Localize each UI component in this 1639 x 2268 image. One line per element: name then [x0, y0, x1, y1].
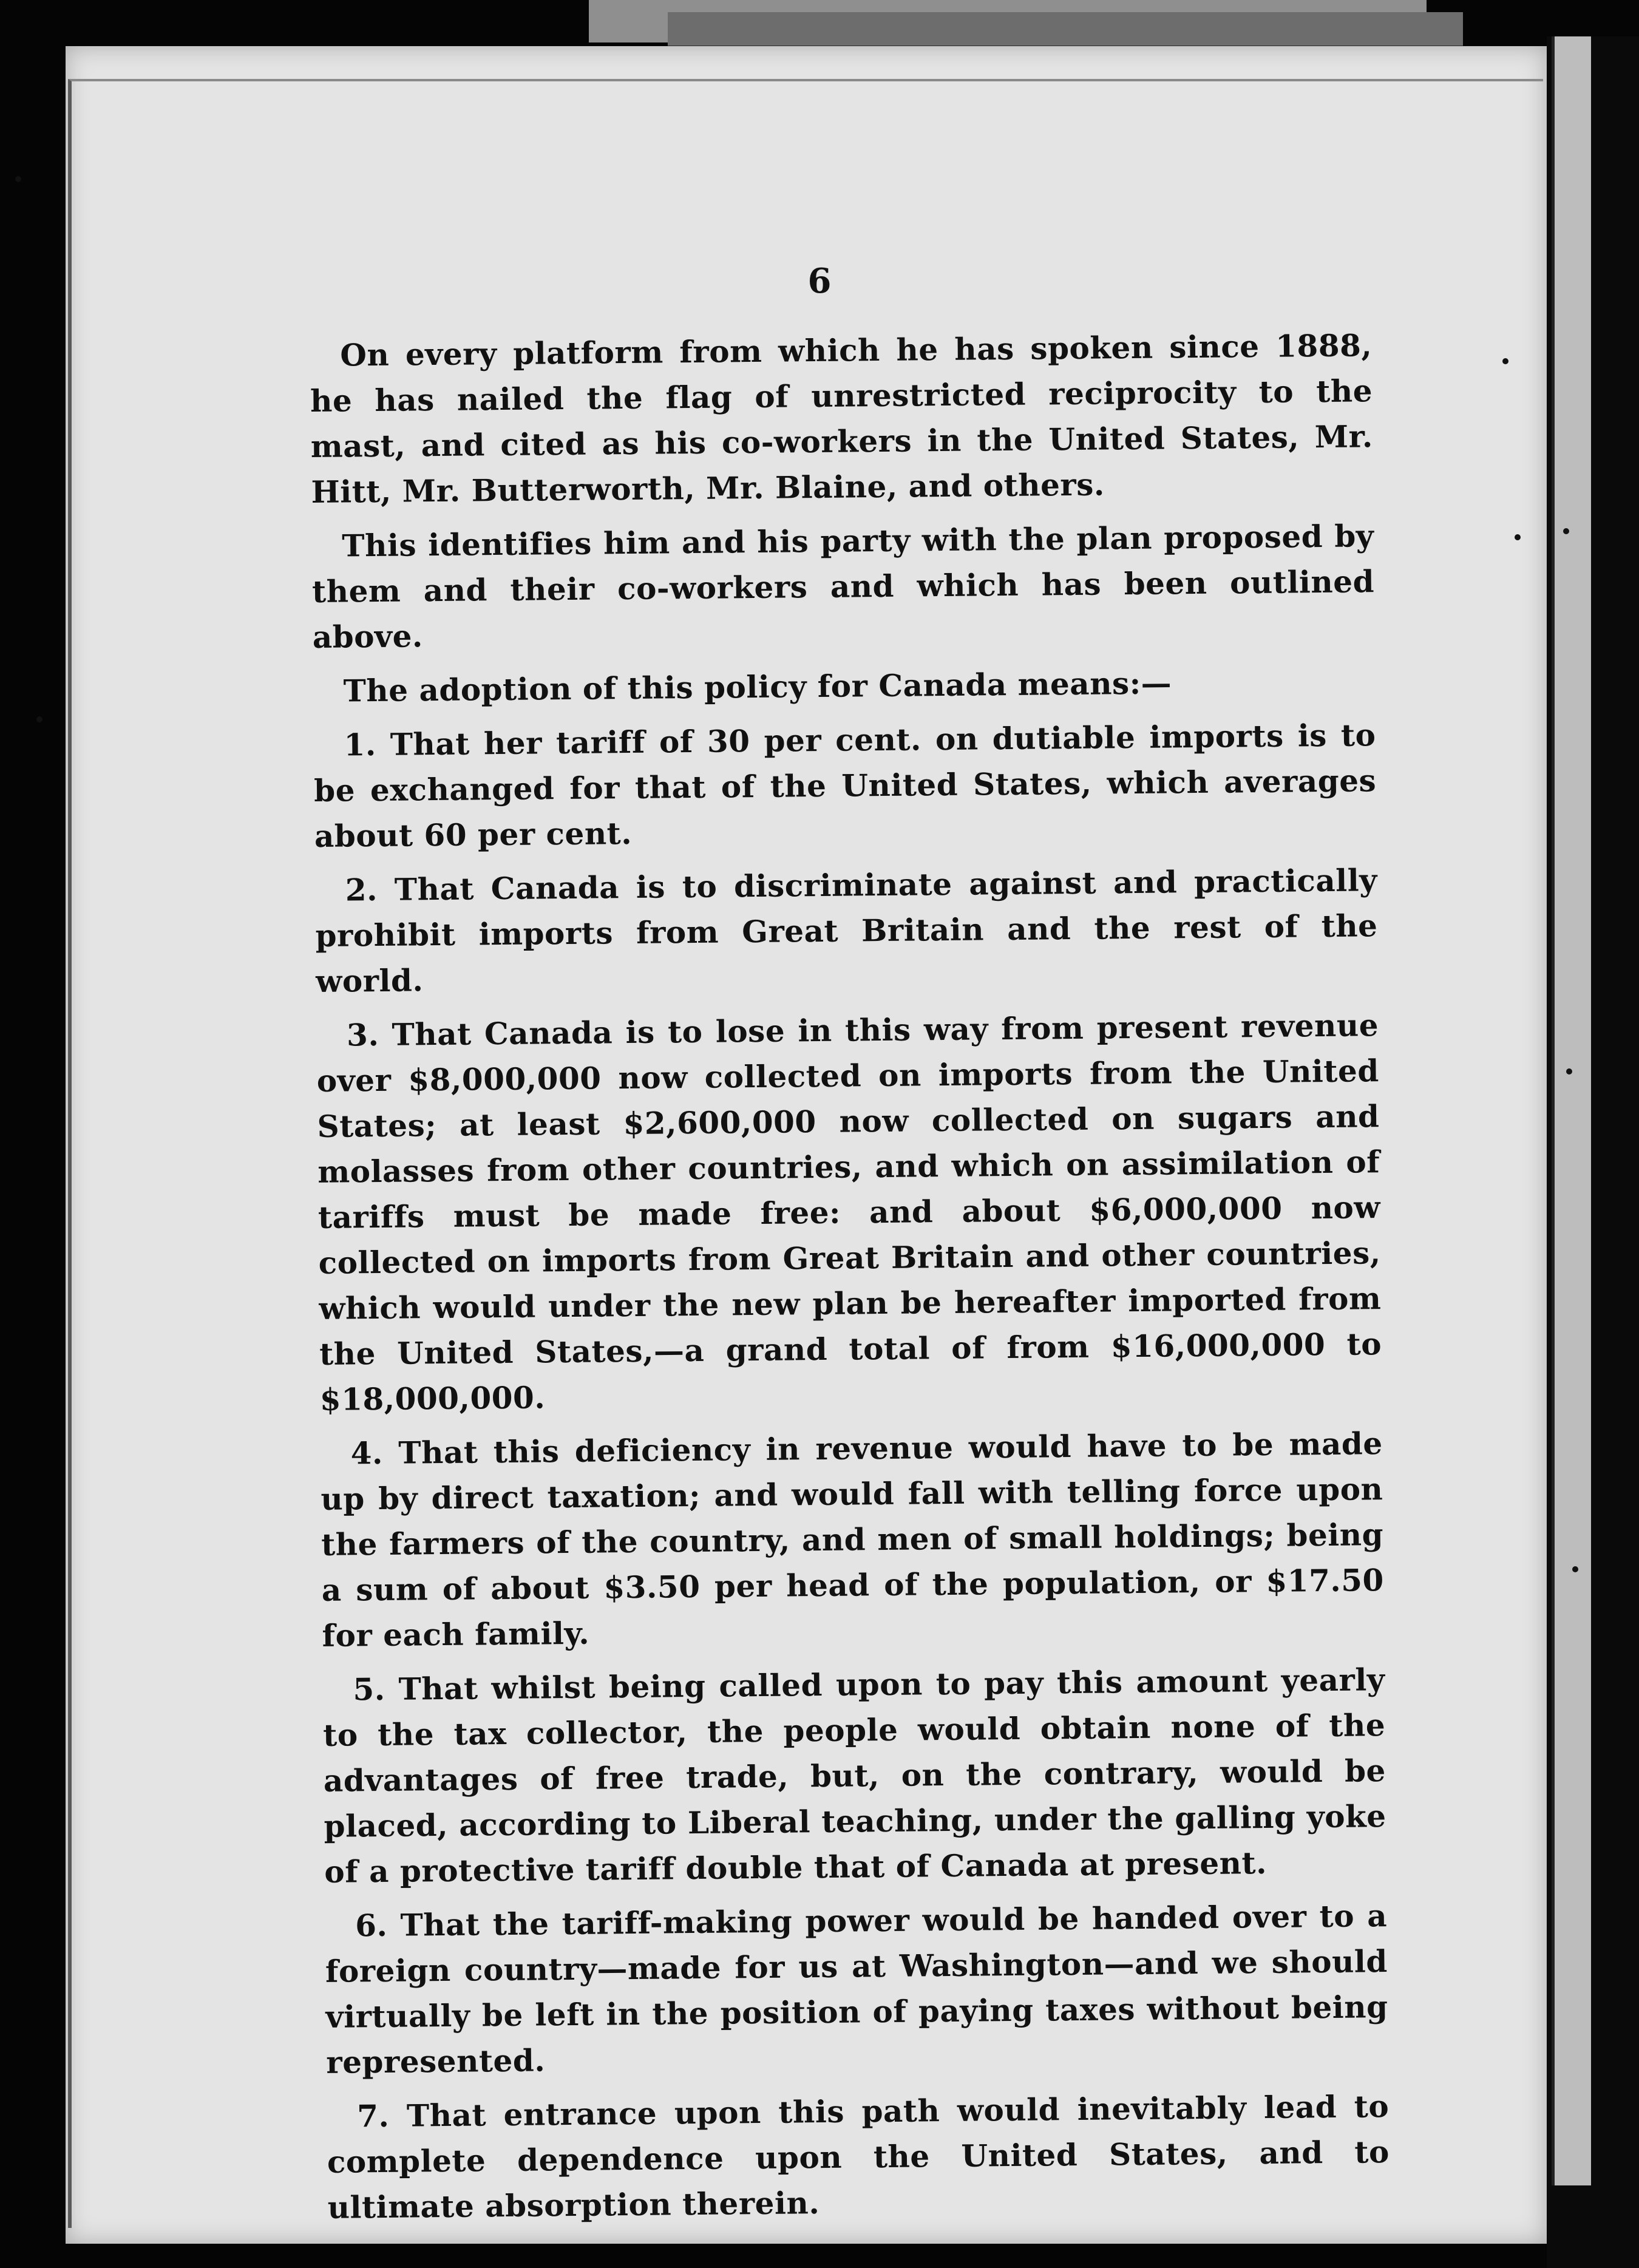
- scan-speck: [15, 176, 21, 182]
- list-item: 3. That Canada is to lose in this way from present revenue over $8,000,000 now collected on imports from the United States; at least $2,600,000 now collected on sugars and molasses from other countries, and which on assimilation of tariffs must be made free: and about $6,000,000 now collected on imports from Great Britain and other countries, which would under the new plan be hereafter imported from the United States,—a grand total of from $16,000,000 to $18,000,000.: [316, 1007, 1382, 1418]
- list-item: 6. That the tariff-making power would be handed over to a foreign country—made for us at Washington—and we should virtually be left in the position of paying taxes without being represented.: [325, 1898, 1388, 2080]
- page-number: 6: [807, 261, 832, 301]
- back-page-edge-2: [668, 12, 1463, 48]
- next-page-edge: [1552, 36, 1591, 2185]
- scan-speck: [1515, 534, 1521, 540]
- list-item: 2. That Canada is to discriminate against and practically prohibit imports from Great Britain and the rest of the world.: [315, 862, 1378, 999]
- scan-speck: [1502, 358, 1508, 364]
- paragraph: On every platform from which he has spoken since 1888, he has nailed the flag of unrestricted reciprocity to the mast, and cited as his co-workers in the United States, Mr. Hitt, Mr. Butterworth, Mr. Blaine, and others.: [310, 327, 1374, 510]
- list-item: 7. That entrance upon this path would inevitably lead to complete dependence upon the United States, and to ultimate absorption therein.: [327, 2088, 1390, 2226]
- paragraph: This identifies him and his party with the plan proposed by them and their co-workers and which has been outlined above.: [311, 518, 1375, 655]
- scan-speck: [1563, 528, 1569, 534]
- list-item: 4. That this deficiency in revenue would have to be made up by direct taxation; and would fall with telling force upon the farmers of the country, and men of small holdings; being a sum of about $3.50 per head of the population, or $17.50 for each family.: [321, 1425, 1385, 1654]
- list-item: 1. That her tariff of 30 per cent. on dutiable imports is to be exchanged for that of the United States, which averages about 60 per cent.: [313, 717, 1377, 854]
- scan-speck: [1566, 1068, 1572, 1075]
- paragraph: The adoption of this policy for Canada means:—: [343, 665, 1172, 709]
- scan-speck: [36, 716, 42, 722]
- scan-speck: [1572, 1566, 1578, 1572]
- body-text: [310, 322, 1390, 2239]
- list-item: 5. That whilst being called upon to pay this amount yearly to the tax collector, the people would obtain none of the advantages of free trade, but, on the contrary, would be placed, according to Liberal teaching, under the galling yoke of a protective tariff double that of Canada at present.: [322, 1662, 1386, 1890]
